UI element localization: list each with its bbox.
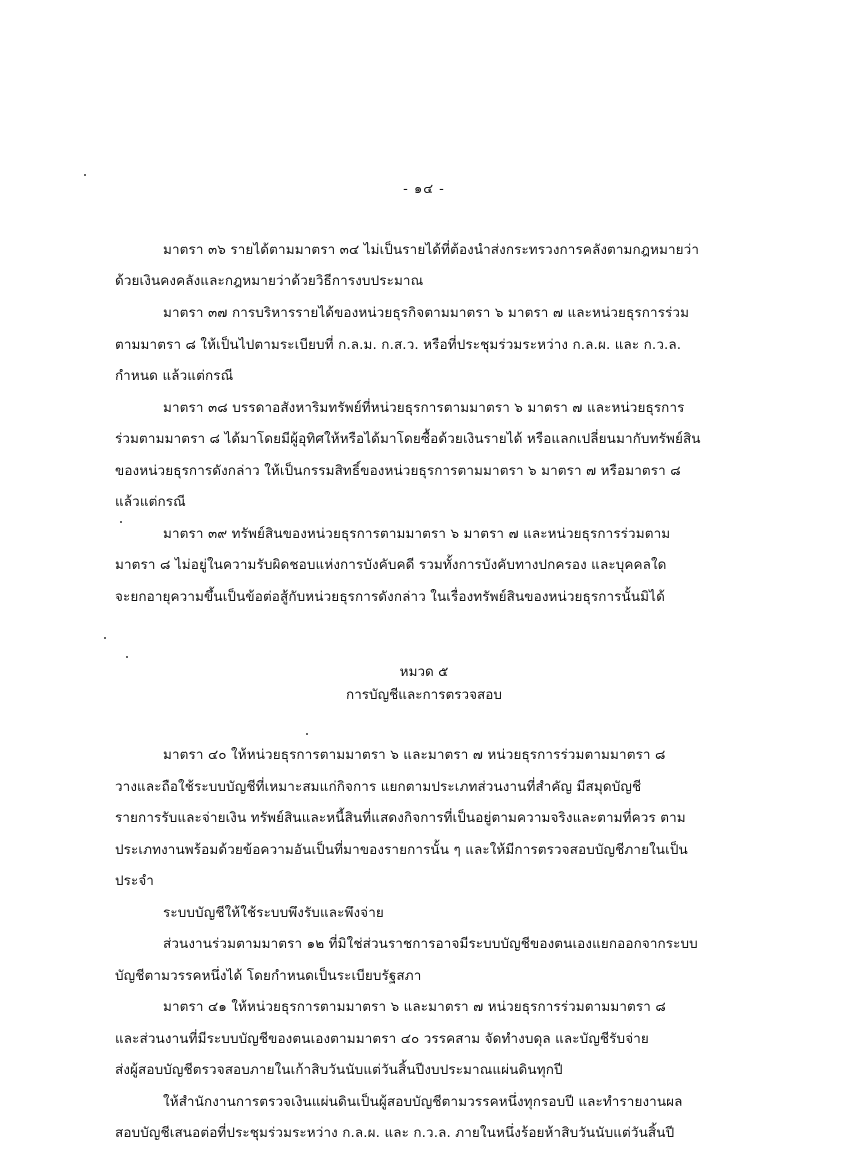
chapter-title: การบัญชีและการตรวจสอบ [346,687,502,703]
section-38-line-4: แล้วแต่กรณี [115,494,186,510]
section-40-line-3: รายการรับและจ่ายเงิน ทรัพย์สินและหนี้สินที่แสดงกิจการที่เป็นอยู่ตามความจริงและตามที่ควร ตาม [115,810,686,826]
section-40-line-2: วางและถือใช้ระบบบัญชีที่เหมาะสมแก่กิจการ แยกตามประเภทส่วนงานที่สำคัญ มีสมุดบัญชี [115,779,642,795]
section-40-para-3-line-2: บัญชีตามวรรคหนึ่งได้ โดยกำหนดเป็นระเบียบรัฐสภา [115,968,422,984]
scan-speck [84,174,86,176]
scan-speck [104,637,106,639]
section-40-line-1: มาตรา ๔๐ ให้หน่วยธุรการตามมาตรา ๖ และมาตรา ๗ หน่วยธุรการร่วมตามมาตรา ๘ [163,747,666,763]
section-37-line-3: กำหนด แล้วแต่กรณี [115,368,234,384]
scan-speck [306,733,308,735]
section-40-line-4: ประเภทงานพร้อมด้วยข้อความอันเป็นที่มาของรายการนั้น ๆ และให้มีการตรวจสอบบัญชีภายในเป็น [115,842,688,858]
page-number: - ๑๔ - [403,182,445,197]
section-41-para-2-line-2: สอบบัญชีเสนอต่อที่ประชุมร่วมระหว่าง ก.ล.ผ. และ ก.ว.ล. ภายในหนึ่งร้อยห้าสิบวันนับแต่วันสิ้นปี [115,1125,675,1141]
section-39-line-1: มาตรา ๓๙ ทรัพย์สินของหน่วยธุรการตามมาตรา ๖ มาตรา ๗ และหน่วยธุรการร่วมตาม [163,526,671,542]
scan-speck [120,521,122,523]
section-38-line-1: มาตรา ๓๘ บรรดาอสังหาริมทรัพย์ที่หน่วยธุรการตามมาตรา ๖ มาตรา ๗ และหน่วยธุรการ [163,400,685,416]
section-38-line-2: ร่วมตามมาตรา ๘ ได้มาโดยมีผู้อุทิศให้หรือได้มาโดยซื้อด้วยเงินรายได้ หรือแลกเปลี่ยนมากับทรัพย์สิน [115,431,701,447]
section-39-line-2: มาตรา ๘ ไม่อยู่ในความรับผิดชอบแห่งการบังคับคดี รวมทั้งการบังคับทางปกครอง และบุคคลใด [115,557,667,573]
section-41-line-2: และส่วนงานที่มีระบบบัญชีของตนเองตามมาตรา ๔๐ วรรคสาม จัดทำงบดุล และบัญชีรับจ่าย [115,1031,649,1047]
section-37-line-2: ตามมาตรา ๘ ให้เป็นไปตามระเบียบที่ ก.ล.ม. ก.ส.ว. หรือที่ประชุมร่วมระหว่าง ก.ล.ผ. และ ก.ว.ล. [115,337,682,353]
section-41-line-3: ส่งผู้สอบบัญชีตรวจสอบภายในเก้าสิบวันนับแต่วันสิ้นปีงบประมาณแผ่นดินทุกปี [115,1062,563,1078]
section-36-line-2: ด้วยเงินคงคลังและกฎหมายว่าด้วยวิธีการงบประมาณ [115,273,424,289]
section-40-para-3-line-1: ส่วนงานร่วมตามมาตรา ๑๒ ที่มิใช่ส่วนราชการอาจมีระบบบัญชีของตนเองแยกออกจากระบบ [163,936,698,952]
section-38-line-3: ของหน่วยธุรการดังกล่าว ให้เป็นกรรมสิทธิ์ของหน่วยธุรการตามมาตรา ๖ มาตรา ๗ หรือมาตรา ๘ [115,463,681,479]
section-36-line-1: มาตรา ๓๖ รายได้ตามมาตรา ๓๔ ไม่เป็นรายได้ที่ต้องนำส่งกระทรวงการคลังตามกฎหมายว่า [163,242,700,258]
section-37-line-1: มาตรา ๓๗ การบริหารรายได้ของหน่วยธุรกิจตามมาตรา ๖ มาตรา ๗ และหน่วยธุรการร่วม [163,305,690,321]
section-41-line-1: มาตรา ๔๑ ให้หน่วยธุรการตามมาตรา ๖ และมาตรา ๗ หน่วยธุรการร่วมตามมาตรา ๘ [163,999,666,1015]
section-40-line-5: ประจำ [115,873,154,889]
section-41-para-2-line-1: ให้สำนักงานการตรวจเงินแผ่นดินเป็นผู้สอบบัญชีตามวรรคหนึ่งทุกรอบปี และทำรายงานผล [163,1094,683,1110]
chapter-number: หมวด ๕ [399,664,449,680]
section-39-line-3: จะยกอายุความขึ้นเป็นข้อต่อสู้กับหน่วยธุรการดังกล่าว ในเรื่องทรัพย์สินของหน่วยธุรการนั้นมิได้ [115,589,665,605]
section-40-para-2: ระบบบัญชีให้ใช้ระบบพึงรับและพึงจ่าย [163,905,384,921]
scan-speck [126,656,128,658]
